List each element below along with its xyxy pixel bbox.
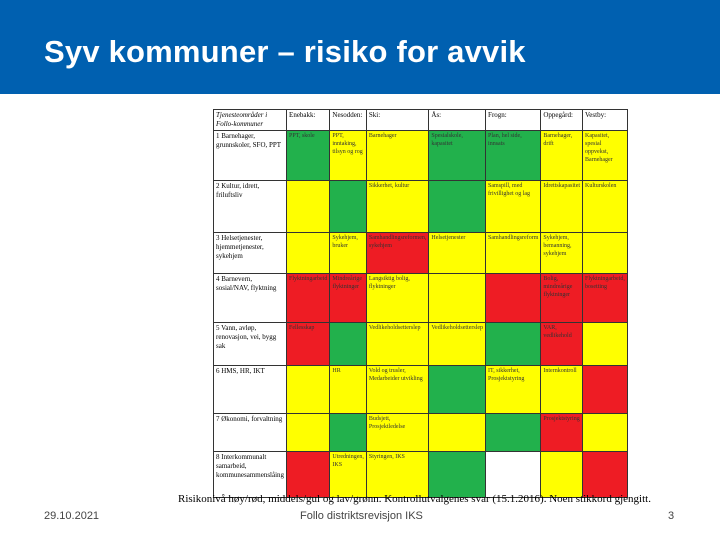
risk-cell: Kapasitet, spesial oppvekst, Barnehager	[583, 131, 628, 181]
risk-cell	[429, 452, 486, 498]
risk-cell	[330, 323, 367, 366]
risk-table-body	[214, 110, 628, 498]
risk-cell: Flyktningarbeid	[287, 274, 330, 323]
risk-cell: Sikkerhet, kultur	[366, 181, 429, 233]
row-label: 8 Interkommunalt samarbeid, kommunesammenslåing	[214, 452, 287, 498]
risk-cell: IT, sikkerhet, Prosjektstyring	[486, 366, 541, 414]
risk-cell: PPT, skole	[287, 131, 330, 181]
risk-cell: HR	[330, 366, 367, 414]
risk-cell: Sykehjem, bemanning, sykehjem	[541, 233, 583, 274]
risk-cell	[330, 414, 367, 452]
table-row	[214, 131, 628, 181]
footer-organization: Follo distriktsrevisjon IKS	[300, 510, 423, 522]
risk-cell	[486, 414, 541, 452]
risk-cell: Barnehager	[366, 131, 429, 181]
risk-cell	[583, 323, 628, 366]
row-label: 4 Barnevern, sosial/NAV, flyktning	[214, 274, 287, 323]
header-col: Frogn:	[486, 110, 541, 131]
risk-cell: Barnehager, drift	[541, 131, 583, 181]
risk-cell	[486, 452, 541, 498]
row-label: 5 Vann, avløp, renovasjon, vei, bygg sak	[214, 323, 287, 366]
risk-cell: Sykehjem, bruker	[330, 233, 367, 274]
header-col: Nesodden:	[330, 110, 367, 131]
risk-cell: Internkontroll	[541, 366, 583, 414]
header-label: Tjenesteområder i Follo-kommuner	[214, 110, 287, 131]
slide-title: Syv kommuner – risiko for avvik	[44, 34, 526, 69]
risk-cell: Bolig, mindreårige flyktninger	[541, 274, 583, 323]
risk-cell	[429, 181, 486, 233]
risk-cell	[486, 274, 541, 323]
risk-cell: Budsjett, Prosjektledelse	[366, 414, 429, 452]
page-number: 3	[668, 510, 675, 522]
risk-cell: Idrettskapasitet	[541, 181, 583, 233]
risk-cell	[330, 181, 367, 233]
row-label: 2 Kultur, idrett, friluftsliv	[214, 181, 287, 233]
row-label: 3 Helsetjenester, hjemmetjenester, sykehjem	[214, 233, 287, 274]
table-row	[214, 366, 628, 414]
risk-cell	[429, 274, 486, 323]
table-row	[214, 181, 628, 233]
risk-cell: Styringen, IKS	[366, 452, 429, 498]
risk-cell	[583, 366, 628, 414]
risk-cell	[583, 452, 628, 498]
header-col: Oppegård:	[541, 110, 583, 131]
risk-table	[213, 109, 628, 498]
row-label: 1 Barnehager, grunnskoler, SFO, PPT	[214, 131, 287, 181]
footer-date: 29.10.2021	[44, 510, 100, 522]
risk-cell: Samhandlingsreformen, sykehjem	[366, 233, 429, 274]
risk-cell: Flyktningarbeid, bosetting	[583, 274, 628, 323]
risk-cell	[287, 181, 330, 233]
row-label: 6 HMS, HR, IKT	[214, 366, 287, 414]
risk-cell: Mindreårige flyktninger	[330, 274, 367, 323]
table-row	[214, 323, 628, 366]
risk-cell: Vold og trusler, Medarbeider utvikling	[366, 366, 429, 414]
risk-cell	[541, 452, 583, 498]
risk-cell: Kulturskolen	[583, 181, 628, 233]
risk-cell: Prosjektstyring	[541, 414, 583, 452]
risk-cell	[287, 366, 330, 414]
header-col: Ski:	[366, 110, 429, 131]
risk-cell	[583, 414, 628, 452]
risk-cell: Helsetjenester	[429, 233, 486, 274]
risk-cell: Spesialskole, kapasitet	[429, 131, 486, 181]
table-row	[214, 233, 628, 274]
risk-cell: VAR, vedlikehold	[541, 323, 583, 366]
header-col: Enebakk:	[287, 110, 330, 131]
table-row	[214, 414, 628, 452]
risk-cell: Plan, hel side, innsats	[486, 131, 541, 181]
risk-cell	[429, 366, 486, 414]
risk-cell: Fellesskap	[287, 323, 330, 366]
table-row	[214, 274, 628, 323]
risk-cell: Samspill, med frivillighet og lag	[486, 181, 541, 233]
header-row	[214, 110, 628, 131]
risk-cell: Langsiktig bolig, flyktninger	[366, 274, 429, 323]
risk-cell	[287, 233, 330, 274]
risk-cell	[583, 233, 628, 274]
caption: Risikonivå høy/rød, middels/gul og lav/grønn. Kontrollutvalgenes svar (15.1.2016). Noen stikkord gjengitt.	[178, 493, 651, 505]
risk-cell	[486, 323, 541, 366]
risk-cell: Vedlikeholdsetterslep	[429, 323, 486, 366]
title-bar	[0, 0, 720, 94]
risk-cell: Utredningen, IKS	[330, 452, 367, 498]
table-row	[214, 452, 628, 498]
risk-cell	[287, 414, 330, 452]
risk-cell: PPT, inntaking, tilsyn og rog	[330, 131, 367, 181]
header-col: Vestby:	[583, 110, 628, 131]
risk-cell: Samhandlingsreform	[486, 233, 541, 274]
header-col: Ås:	[429, 110, 486, 131]
row-label: 7 Økonomi, forvaltning	[214, 414, 287, 452]
risk-cell	[287, 452, 330, 498]
risk-cell: Vedlikeholdsetterslep	[366, 323, 429, 366]
risk-cell	[429, 414, 486, 452]
